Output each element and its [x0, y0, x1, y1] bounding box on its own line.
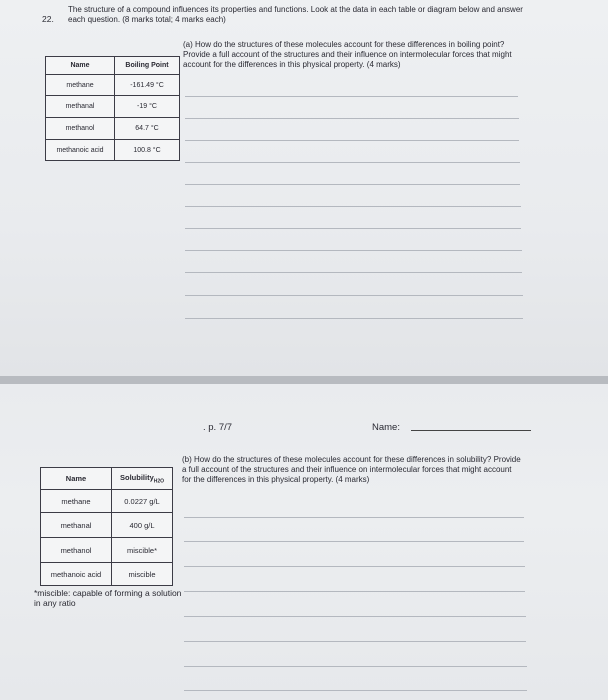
compound-name: methanol	[46, 118, 115, 140]
question-number: 22.	[42, 14, 54, 24]
part-a-prompt: (a) How do the structures of these molecules account for these differences in boiling point? Provide a full account of the structures and their influence on intermolecular forces that might account for the differences in this physical property. (4 marks)	[183, 40, 512, 69]
compound-name: methanol	[41, 538, 112, 563]
compound-name: methane	[41, 490, 112, 513]
compound-name: methanoic acid	[41, 563, 112, 586]
answer-line	[185, 184, 520, 185]
answer-line	[184, 666, 527, 667]
name-label: Name:	[372, 422, 400, 433]
table-row	[46, 96, 180, 118]
compound-name: methanal	[41, 513, 112, 538]
solubility-value: miscible*	[112, 538, 173, 563]
answer-line	[184, 541, 524, 542]
answer-line	[185, 228, 521, 229]
solubility-value: 0.0227 g/L	[112, 490, 173, 513]
compound-name: methanoic acid	[46, 140, 115, 161]
part-b-prompt: (b) How do the structures of these molecules account for these differences in solubility? Provide a full account of the structures and their influence on intermolecular forces that might account for the differences in this physical property. (4 marks)	[182, 455, 521, 484]
table-header: Name	[41, 468, 112, 490]
table-row	[41, 513, 173, 538]
answer-line	[185, 206, 521, 207]
table-row	[41, 490, 173, 513]
miscible-footnote: *miscible: capable of forming a solution in any ratio	[34, 588, 182, 608]
table-row	[46, 118, 180, 140]
table-row	[41, 563, 173, 586]
table-row	[46, 140, 180, 161]
solubility-table	[40, 467, 173, 586]
table-row	[46, 75, 180, 96]
solubility-value: miscible	[112, 563, 173, 586]
table-header: Name	[46, 57, 115, 75]
table-row	[41, 538, 173, 563]
compound-name: methanal	[46, 96, 115, 118]
compound-name: methane	[46, 75, 115, 96]
answer-line	[184, 641, 526, 642]
answer-line	[185, 118, 519, 119]
table-header	[112, 468, 173, 490]
page-number: . p. 7/7	[203, 422, 233, 433]
boiling-point-value: 64.7 °C	[115, 118, 180, 140]
boiling-point-value: -19 °C	[115, 96, 180, 118]
answer-line	[185, 162, 520, 163]
answer-line	[184, 591, 525, 592]
name-field[interactable]	[411, 430, 531, 431]
answer-line	[185, 272, 522, 273]
answer-line	[184, 690, 527, 691]
answer-line	[185, 295, 523, 296]
answer-line	[185, 318, 523, 319]
answer-line	[185, 96, 518, 97]
boiling-point-value: 100.8 °C	[115, 140, 180, 161]
solubility-header-label: Solubility	[119, 472, 154, 482]
solubility-header-subscript: H2O	[153, 478, 165, 485]
table-header: Boiling Point	[115, 57, 180, 75]
boiling-point-table	[45, 56, 180, 161]
answer-line	[184, 566, 525, 567]
answer-line	[184, 616, 526, 617]
question-prompt: The structure of a compound influences its properties and functions. Look at the data in each table or diagram below and answer each question. (8 marks total; 4 marks each)	[68, 5, 523, 24]
boiling-point-value: -161.49 °C	[115, 75, 180, 96]
answer-line	[185, 140, 519, 141]
solubility-value: 400 g/L	[112, 513, 173, 538]
answer-line	[184, 517, 524, 518]
answer-line	[185, 250, 522, 251]
